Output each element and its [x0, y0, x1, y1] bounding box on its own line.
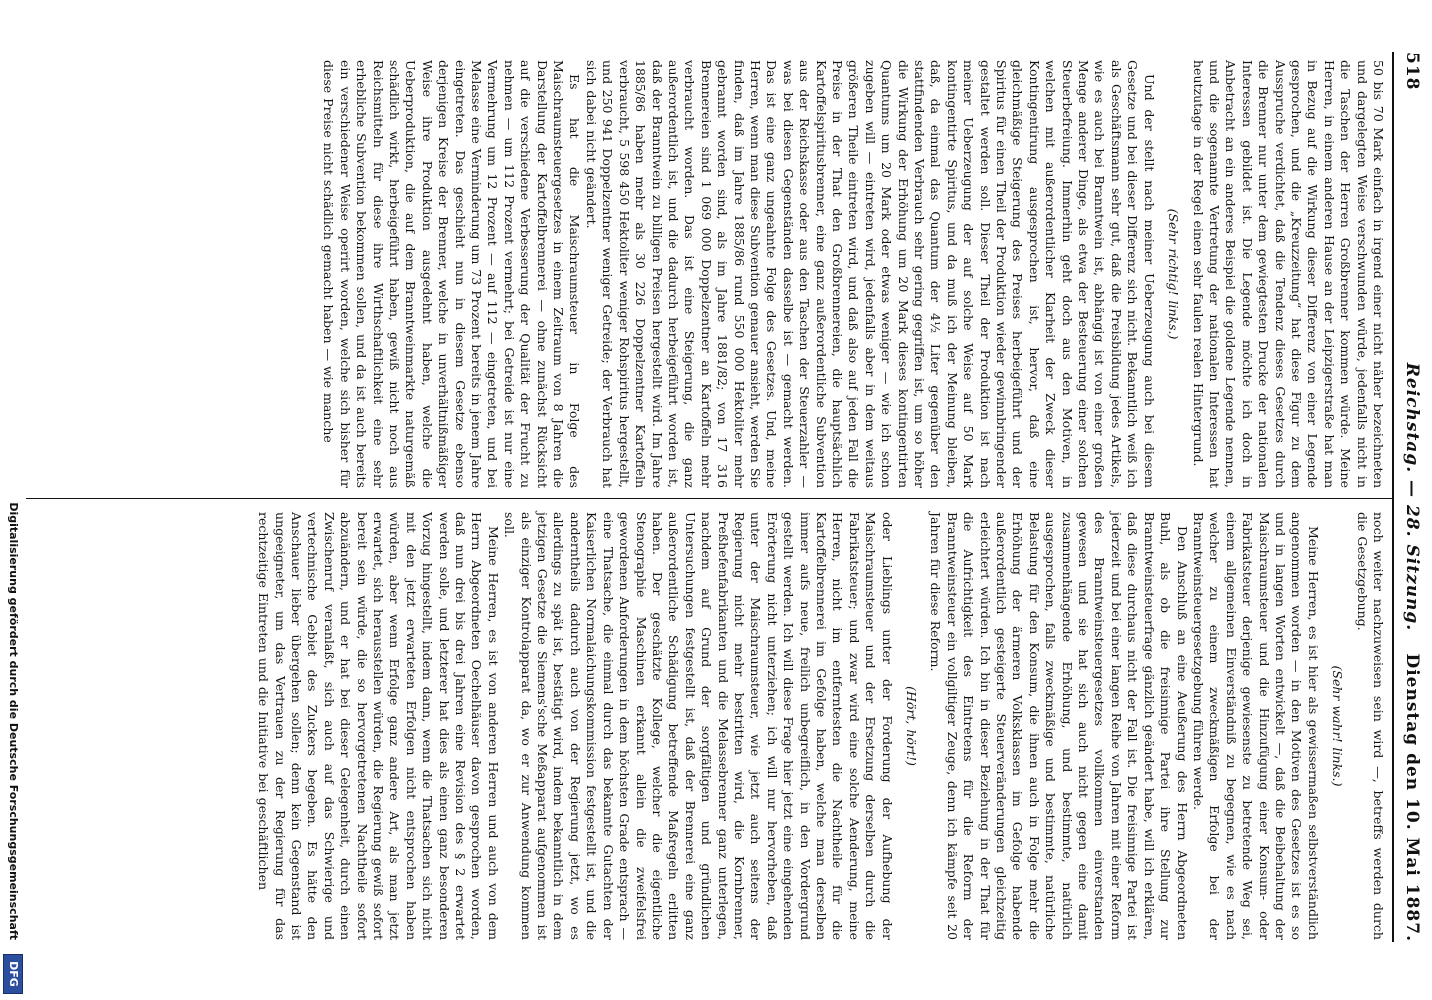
right-paragraph-4: oder Lieblings unter der Forderung der Aufhebung der Maischraumsteuer und der Ersetzung derselben durch die Fabrikatsteuer; und zwar wird eine solche Aenderung, meine Herren, nicht im entferntesten die Nachtheile für die Kartoffelbrennerei im Gefolge haben, welche man derselben immer aufs neue, freilich unbegreiflich, in den Vordergrund gestellt werden. Ich will diese Frage hier jetzt eine eingehenden Erörterung nicht unterziehen; ich will nur hervorheben, daß unter der Maischraumsteuer, wie jetzt auch seitens der Regierung nicht mehr bestritten wird, die Kornbrenner, Preßhefenfabrikanten und die Melassebrenner ganz unterlegen, nachdem auf Grund der sorgfältigen und gründlichen Untersuchungen festgestellt ist, daß der Brennerei eine ganz außerordentliche Schädigung betreffende Maßregeln erlitten haben. Der geschätzte Kollege, welcher die eigentliche Stenographie Maschinen erkannt allein die zweifelsfrei gewordenen Anforderungen in dem höchsten Grade entsprach — eine Thatsache, die einmal durch das bekannte Gutachten der Kaiserlichen Normalaichungskommission festgestellt ist, und die anderntheils dadurch auch von der Regierung jetzt, wo es allerdings zu spät ist, bestätigt wird, indem bekanntlich in dem jetzigen Gesetze die Siemens'sche Meßapparat aufgenommen ist als einziger Kontrolapparat da, wo er zur Anwendung kommen soll.: [502, 512, 895, 940]
digitization-note: Digitalisierung gefördert durch die Deutsche Forschungsgemeinschaft: [7, 502, 20, 940]
right-paragraph-1: noch weiter nachzuweisen sein wird —, betreffs werden durch die Gesetzgebung.: [1354, 512, 1386, 940]
header-date: Dienstag den 10. Mai 1887.: [1402, 653, 1422, 942]
right-paragraph-3: Den Anschluß an eine Aeußerung des Herrn Abgeordneten Buhl, als ob die freisinnige Partei ihre Stellung zur Branntweinsteuerfrage gänzlich geändert habe, will ich erklären, daß diese durchaus nicht der Fall ist. Die freisinnige Partei ist jederzeit und bei einer langen Reihe von Jahren mit einer Reform des Branntweinsteuergesetzes vollkommen einverstanden gewesen und sie hat sich auch nicht gegen eine damit zusammenhängende Erhöhung, und bestimmte, natürlich ausgesprochen, falls zweckmäßige und bestimmte, natürliche Belastung für den Konsum, die ihnen auch in Folge mehr die Erhöhung der ärmeren Volksklassen im Gefolge habende außerordentlich gesteigerte Steuerveränderungen gleichzeitig erleichtert würden. Ich bin in dieser Beziehung in der That für die Aufrichtigkeit des Eintretens für die Reform der Branntweinsteuer ein vollgiltiger Zeuge, denn ich kämpfe seit 20 Jahren für diese Reform.: [928, 512, 1190, 940]
right-paragraph-5: Meine Herren, es ist von anderen Herren und auch von dem Herrn Abgeordneten Oechelhäuser davon gesprochen worden, daß nun drei bis drei Jahren eine Revision des § 2 erwartet werden solle, und letzterer hat dies als einen ganz besonderen Vorzug hingestellt, indem dann, wenn die Thatsachen sich nicht mit den jetzt erwarteten Erfolgen nicht entsprochen haben würden, aber wenn Erfolge ganz andere Art, als man jetzt erwartet, sich herausstellen würden, die Regierung gewiß sofort bereit sein würde, die so hervorgetretenen Nachtheile sofort abzuändern, und er hat bei dieser Gelegenheit, durch einen Zwischenruf veranlaßt, sich auch auf das Schwierige und vertechnische Gebiet des Zuckers begeben. Es hätte den Anschauer lieber übergehen sollen; denn kein Gegenstand ist ungeeigneter, um das Vertrauen zu der Regierung für das rechtzeitige Eintreten und die Initiative bei geschäftlichen: [256, 512, 501, 940]
right-note-1: (Sehr wahr! links.): [1330, 665, 1346, 787]
left-column: [320, 60, 1386, 488]
page-header: [1398, 52, 1424, 942]
column-divider: [7, 498, 1392, 499]
left-paragraph-1: 50 bis 70 Mark einfach in irgend einer nicht näher bezeichneten und dargelegten Weise verschwunden würde, jedenfalls nicht in die Taschen der Herren Großbrenner kommen würde. Meine Herren, in einem anderen Hause an der Leipzigerstraße hat man in Bezug auf die Wirkung dieser Differenz von einer Legende gesprochen, und die „Kreuzzeitung“ hat diese Figur zu dem Ausspruche verdichtet, daß die Tendenz dieses Gesetzes durch die Brenner nur unter dem gewiegtesten Drucke der nationalen Interessen gebildet ist. Die Legende möchte ich doch in Anbetracht an ein anderes Beispiel die goldene Legende nennen, und die sogenannte Vertretung der nationalen Interessen hat heutzutage in der Regel einen sehr faulen realen Hintergrund.: [1190, 60, 1386, 488]
digitization-footer: [0, 0, 26, 1000]
left-paragraph-3: Es hat die Maischraumsteuer in Folge des Maischraumsteuergesetzes in einem Zeitraum von 8 Jahren die Darstellung der Kartoffelbrennerei — ohne zunächst Rücksicht auf die verschiedene Verbesserung der Qualität der Frucht zu nehmen — um 112 Prozent vermehrt; bei Getreide ist nur eine Vermehrung um 12 Prozent — auf 112 — eingetreten, und bei Melasse eine Verminderung um 73 Prozent bereits in jenem Jahre eingetreten. Das geschieht nun in diesem Gesetze ebenso derjenigen Kreise der Brenner, welche in unverhältnißmäßiger Weise ihre Produktion ausgedehnt haben, welche die Ueberproduktion, die auf dem Branntweinmarkte naturgemäß schädlich wirkt, herbeigeführt haben, gewiß nicht noch aus Reichsmitteln für diese ihre Wirthschaftlichkeit eine sehr erhebliche Subvention bekommen sollen, und da ist auch bereits ein verschiedener Weise operirt worden, welche sich bisher für diese Preise nicht schädlich gemacht haben — wie manche: [321, 60, 583, 488]
dfg-logo-icon: DFG: [3, 954, 23, 994]
left-paragraph-2: Und der stellt nach meiner Ueberzeugung auch bei diesem Gesetze und bei dieser Differenz sich nicht. Bekanntlich weiß ich als Geschäftsmann sehr gut, daß die Preisbildung jedes Artikels, wie es auch bei Branntwein ist, abhängig ist von einer großen Menge anderer Dinge, als etwa der Besteuerung einer solchen Steuerbefreiung. Immerhin geht doch aus den Motiven, in welchen mit außerordentlicher Klarheit der Zweck dieser Kontingentirung ausgesprochen ist, hervor, daß eine gleichmäßige Steigerung des Preises herbeigeführt und der Spiritus für einen Theil der Produktion wieder gewinnbringender gestaltet werden soll. Dieser Theil der Produktion ist nach meiner Ueberzeugung der auf solche Weise auf 50 Mark kontingentirte Spiritus, und da muß ich der Meinung bleiben, daß, da einmal das Quantum der 4½ Liter gegenüber den stattfindenden Verbrauch sehr gering gegriffen ist, um so höher die Wirkung der Erhöhung um 20 Mark dieses kontingentirten Quantums um 20 Mark oder etwas weniger — wie ich schon zugeben will — eintreten wird, jedenfalls aber in dem weitaus größeren Theile eintreten wird, und daß also auf jeden Fall die Preise in der That den Großbrennereien, die hauptsächlich Kartoffelspiritusbrenner, eine ganz außerordentliche Subvention aus der Reichskasse oder aus den Taschen der Steuerzahler — was bei diesen Gegenständen dasselbe ist — gemacht werden. Das ist eine ganz ungeahnte Folge des Gesetzes. Und, meine Herren, wenn man diese Subvention genauer ansieht, werden Sie finden, daß im Jahre 1885/86 rund 550 000 Hektoliter mehr gebrannt worden sind, als im Jahre 1881/82; von 17 316 Brennereien sind 1 069 000 Doppelzentner an Kartoffeln mehr verbraucht worden. Das ist eine Steigerung, die ganz außerordentlich ist, und die dadurch herbeigeführt worden ist, daß der Branntwein zu billigen Preisen hergestellt wird. Im Jahre 1885/86 haben mehr als 30 226 Doppelzentner Kartoffeln verbraucht, 5 598 450 Hektoliter weniger Rohspiritus hergestellt, und 250 941 Doppelzentner weniger Getreide; der Verbrauch hat sich dabei nicht geändert.: [583, 60, 1157, 488]
header-rule: [1392, 52, 1394, 942]
running-title: Reichstag. — 28. Sitzung.: [1402, 362, 1422, 632]
page-number: 518: [1402, 52, 1422, 91]
left-note: (Sehr richtig! links.): [1166, 208, 1182, 340]
right-note-2: (Hört, hört!): [904, 686, 920, 766]
right-column: [255, 512, 1386, 940]
right-paragraph-2: Meine Herren, es ist hier als gewissermaßen selbstverständlich angenommen worden — in den Motiven des Gesetzes ist es so und in langen Worten entwickelt —, daß die Beibehaltung der Maischraumsteuer und die Hinzufügung einer Konsum- oder Fabrikatsteuer derjenige gewiesenste zu betretende Weg sei, einem allgemeinen Einverständniß zu begegnen, wie es nach welcher zu einem zweckmäßigen Erfolge bei der Branntweinsteuergesetzgebung führen werde.: [1190, 512, 1321, 940]
